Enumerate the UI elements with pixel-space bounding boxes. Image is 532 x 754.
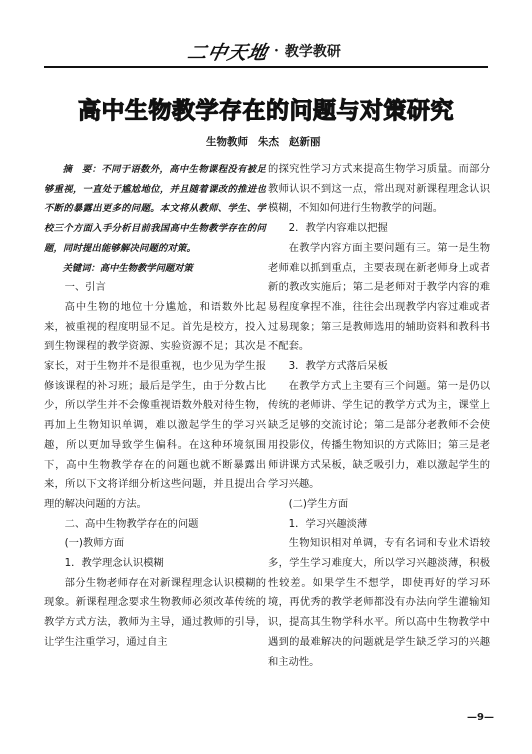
- body-paragraph: 部分生物老师存在对新课程理念认识模糊的现象。新课程理念要求生物教师必须改革传统的教学方式方法，教师为主导，通过教师的引导，让学生注重学习，通过自主: [44, 576, 266, 648]
- section-heading: 二、高中生物教学存在的问题: [64, 517, 199, 530]
- subsubsection-heading: 1．学习兴趣淡薄: [288, 517, 368, 530]
- masthead-separator: ·: [274, 43, 279, 59]
- left-column: [44, 160, 266, 653]
- page-number: —9—: [467, 712, 494, 723]
- body-paragraph: 高中生物的地位十分尴尬，和语数外比起来，被重视的程度明显不足。首先是校方，投入到生物课程的教学资源、实验资源不足；其次是家长，对于生物并不是很重视，也少见为学生报修该课程的补习班；最后是学生，由于分数占比少，所以学生并不会像重视语数外般对待生物，再加上生物知识单调，难以激起学生的学习兴趣，所以更加导致学生偏科。在这种环境氛围下，高中生物教学存在的问题也就不断暴露出来，所以下文将详细分析这些问题，并且提出合理的解决问题的方法。: [44, 300, 266, 510]
- masthead-logo: 二中天地: [185, 41, 271, 64]
- author-line: [206, 134, 321, 149]
- section-name: 教学教研: [284, 44, 341, 60]
- body-paragraph-continued: 的探究性学习方式来提高生物学习质量。而部分教师认识不到这一点，常出现对新课程理念认识模糊，不知如何进行生物教学的问题。: [268, 163, 490, 215]
- right-column: [268, 160, 490, 672]
- section-heading: 一、引言: [64, 281, 106, 294]
- body-paragraph: 在教学内容方面主要问题有三。第一是生物老师难以抓到重点，主要表现在新老师身上或者新的教改实施后；第二是老师对于教学内容的难易程度拿捏不准，往往会出现教学内容过难或者过易现象；第三是教师选用的辅助资料和教科书不配套。: [268, 241, 490, 353]
- masthead: [185, 38, 341, 64]
- subsubsection-heading: 3．教学方式落后呆板: [288, 360, 388, 373]
- abstract: 摘 要：不同于语数外，高中生物课程没有被足够重视，一直处于尴尬地位，并且随着课改的推进也不断的暴露出更多的问题。本文将从教师、学生、学校三个方面入手分析目前我国高中生物教学存在的问题，同时提出能够解决问题的对策。: [44, 164, 266, 254]
- subsubsection-heading: 1．教学理念认识模糊: [64, 557, 164, 570]
- header-rule: [44, 66, 488, 68]
- body-paragraph: 生物知识相对单调，专有名词和专业术语较多，学生学习难度大，所以学习兴趣淡薄，积极性较差。如果学生不想学，即使再好的学习环境，再优秀的教学老师都没有办法向学生灌输知识，提高其生物学科水平。所以高中生物教学中遇到的最难解决的问题就是学生缺乏学习的兴趣和主动性。: [268, 537, 490, 668]
- keywords: 关键词：高中生物教学问题对策: [62, 262, 193, 274]
- page-header: [0, 38, 532, 66]
- article-title: 高中生物教学存在的问题与对策研究: [78, 98, 454, 124]
- subsection-heading: (二)学生方面: [288, 497, 349, 510]
- author-name: 朱杰: [258, 136, 279, 148]
- subsection-heading: (一)教师方面: [64, 537, 125, 550]
- subsubsection-heading: 2．教学内容难以把握: [288, 222, 388, 235]
- author-name: 赵新丽: [289, 136, 321, 148]
- author-role: 生物教师: [206, 136, 248, 148]
- body-paragraph: 在教学方式上主要有三个问题。第一是仍以传统的老师讲、学生记的教学方式为主，课堂上缺乏足够的交流讨论；第二是部分老教师不会使用投影仪，传播生物知识的方式陈旧；第三是老师讲课方式呆板，缺乏吸引力，难以激起学生的学习兴趣。: [268, 379, 490, 491]
